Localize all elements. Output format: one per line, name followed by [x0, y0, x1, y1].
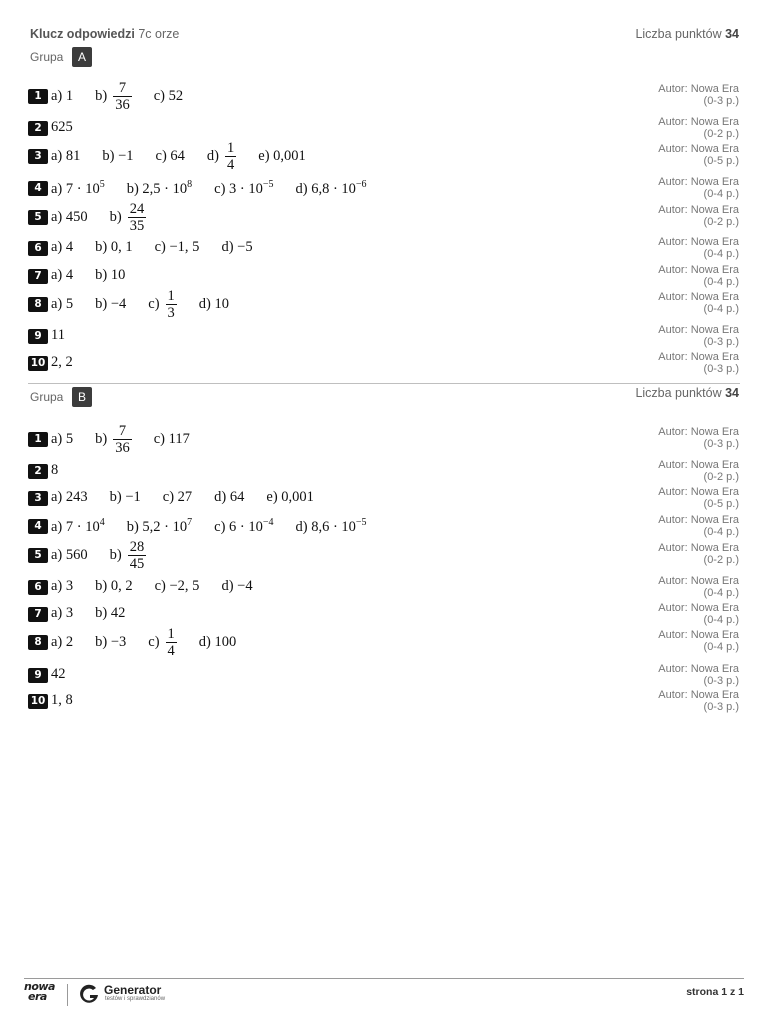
page-number: strona 1 z 1	[686, 986, 744, 998]
total-points-value: 34	[725, 27, 739, 41]
answer-text: b) −1	[102, 148, 134, 164]
task-answer	[51, 462, 58, 479]
task-author: Autor: Nowa Era	[658, 426, 739, 438]
answer-exponent: −5	[262, 179, 274, 190]
answer-part	[214, 489, 244, 506]
fraction	[113, 423, 132, 456]
task-answer	[51, 489, 314, 506]
task-author: Autor: Nowa Era	[658, 116, 739, 128]
task-number: 10	[28, 356, 48, 371]
task-points: (0-3 p.)	[703, 675, 739, 687]
task-points: (0-5 p.)	[703, 155, 739, 167]
task-number: 2	[28, 464, 48, 479]
task-author: Autor: Nowa Era	[658, 83, 739, 95]
group-b-points	[635, 386, 739, 400]
answer-part	[51, 209, 88, 226]
task-number: 7	[28, 607, 48, 622]
task-meta	[658, 143, 739, 167]
answer-text: c) 64	[155, 148, 185, 164]
generator-logo-text: Generator	[104, 983, 162, 997]
footer-logo-separator	[67, 984, 68, 1006]
nowa-era-logo-bottom: era	[28, 990, 47, 1003]
answer-text: 11	[51, 327, 65, 344]
answer-part	[51, 179, 105, 198]
task-points: (0-4 p.)	[703, 614, 739, 626]
generator-logo-icon	[77, 982, 101, 1006]
answer-part	[148, 288, 177, 321]
answer-text: b) 0, 1	[95, 239, 133, 256]
task-meta	[658, 426, 739, 450]
answer-part	[214, 517, 273, 536]
task-row	[28, 351, 739, 384]
answer-part	[199, 296, 229, 313]
task-meta	[658, 204, 739, 228]
task-answer	[51, 517, 367, 536]
task-answer	[51, 267, 125, 284]
fraction	[225, 140, 236, 173]
answer-part	[110, 539, 147, 572]
task-author: Autor: Nowa Era	[658, 629, 739, 641]
task-author: Autor: Nowa Era	[658, 575, 739, 587]
task-meta	[658, 324, 739, 348]
task-answer	[51, 239, 253, 256]
task-author: Autor: Nowa Era	[658, 663, 739, 675]
answer-text: c) 6 · 10	[214, 519, 263, 535]
document-title-block	[30, 27, 179, 41]
answer-text: b) 42	[95, 605, 126, 622]
task-number: 1	[28, 89, 48, 104]
task-meta	[658, 83, 739, 107]
task-points: (0-3 p.)	[703, 336, 739, 348]
task-number: 5	[28, 210, 48, 225]
answer-part	[51, 354, 73, 371]
task-points: (0-4 p.)	[703, 248, 739, 260]
task-author: Autor: Nowa Era	[658, 542, 739, 554]
group-points-value: 34	[725, 386, 739, 400]
fraction	[128, 201, 147, 234]
answer-part	[51, 517, 105, 536]
task-meta	[658, 514, 739, 538]
answer-part	[95, 239, 132, 256]
group-divider	[28, 383, 740, 384]
answer-text: b) 2,5 · 10	[126, 181, 188, 197]
task-author: Autor: Nowa Era	[658, 264, 739, 276]
generator-logo-subtitle: testów i sprawdzianów	[105, 996, 166, 1002]
task-meta	[658, 629, 739, 653]
answer-text: c) 52	[153, 88, 184, 104]
task-answer	[51, 288, 229, 321]
answer-part	[95, 267, 125, 284]
task-meta	[658, 542, 739, 566]
task-points: (0-5 p.)	[703, 498, 739, 510]
task-meta	[658, 291, 739, 315]
answer-part	[51, 547, 88, 564]
task-points: (0-3 p.)	[703, 363, 739, 375]
fraction	[166, 288, 177, 321]
task-author: Autor: Nowa Era	[658, 143, 739, 155]
answer-text: d) 100	[198, 634, 237, 650]
answer-text: d) 8,6 · 10	[295, 519, 356, 535]
answer-part	[51, 431, 73, 448]
task-points: (0-4 p.)	[703, 587, 739, 599]
answer-part	[127, 517, 192, 536]
answer-part	[296, 517, 367, 536]
answer-text: c)	[148, 633, 160, 650]
answer-text: a) 1	[51, 88, 74, 104]
task-row	[28, 288, 739, 324]
task-number: 8	[28, 635, 48, 650]
task-author: Autor: Nowa Era	[658, 291, 739, 303]
task-row	[28, 201, 739, 237]
answer-part	[95, 605, 125, 622]
answer-part	[51, 634, 73, 651]
task-answer	[51, 692, 73, 709]
group-badge: B	[72, 387, 92, 407]
task-number: 3	[28, 149, 48, 164]
answer-text: a) 560	[51, 547, 88, 563]
answer-text: b)	[95, 430, 108, 447]
task-number: 6	[28, 580, 48, 595]
answer-part	[95, 578, 132, 595]
answer-part	[163, 489, 192, 506]
answer-text: c) 117	[153, 431, 190, 447]
answer-text: a) 5	[51, 431, 74, 447]
answer-text: a) 4	[51, 267, 74, 284]
answer-part	[51, 666, 66, 683]
task-author: Autor: Nowa Era	[658, 324, 739, 336]
answer-part	[154, 88, 183, 105]
fraction-denominator: 3	[167, 305, 175, 321]
task-row	[28, 486, 739, 519]
task-answer	[51, 119, 73, 136]
answer-text: 8	[51, 462, 59, 479]
answer-part	[95, 634, 126, 651]
group-label: Grupa	[30, 390, 64, 404]
answer-text: a) 81	[51, 148, 81, 164]
answer-part	[51, 88, 73, 105]
answer-text: b)	[109, 208, 122, 225]
task-number: 4	[28, 519, 48, 534]
fraction-numerator: 28	[129, 539, 145, 555]
task-row	[28, 423, 739, 459]
answer-part	[110, 201, 147, 234]
answer-text: b) 5,2 · 10	[126, 519, 188, 535]
task-meta	[658, 264, 739, 288]
answer-part	[258, 148, 306, 165]
task-number: 2	[28, 121, 48, 136]
task-points: (0-3 p.)	[703, 438, 739, 450]
fraction-denominator: 4	[227, 157, 235, 173]
answer-exponent: −6	[355, 179, 367, 190]
task-answer	[51, 539, 146, 572]
answer-text: 1, 8	[51, 692, 73, 709]
answer-part	[221, 239, 252, 256]
task-answer	[51, 140, 306, 173]
answer-text: d) 6,8 · 10	[295, 181, 356, 197]
answer-text: a) 3	[51, 578, 74, 595]
group-points-label: Liczba punktów	[635, 386, 722, 400]
task-number: 1	[28, 432, 48, 447]
task-number: 9	[28, 329, 48, 344]
answer-part	[296, 179, 367, 198]
fraction	[166, 626, 177, 659]
answer-part	[155, 239, 200, 256]
footer-divider	[24, 978, 744, 979]
answer-part	[95, 80, 132, 113]
answer-part	[51, 239, 73, 256]
task-number: 4	[28, 181, 48, 196]
answer-text: a) 450	[51, 209, 88, 225]
answer-part	[110, 489, 141, 506]
task-row	[28, 689, 739, 722]
answer-part	[51, 267, 73, 284]
answer-part	[95, 296, 126, 313]
task-points: (0-2 p.)	[703, 471, 739, 483]
answer-part	[221, 578, 252, 595]
task-points: (0-4 p.)	[703, 303, 739, 315]
task-meta	[658, 486, 739, 510]
task-answer	[51, 666, 66, 683]
answer-text: d) −4	[221, 578, 253, 595]
answer-part	[51, 462, 58, 479]
task-meta	[658, 663, 739, 687]
answer-part	[154, 431, 190, 448]
answer-part	[156, 148, 185, 165]
answer-part	[51, 119, 73, 136]
answer-exponent: −5	[355, 517, 367, 528]
task-author: Autor: Nowa Era	[658, 204, 739, 216]
answer-text: c) 3 · 10	[214, 181, 263, 197]
answer-part	[51, 692, 73, 709]
answer-part	[199, 634, 236, 651]
answer-text: c) −2, 5	[154, 578, 200, 595]
task-answer	[51, 626, 236, 659]
answer-exponent: 5	[99, 179, 105, 190]
answer-text: c) 27	[162, 489, 193, 506]
answer-part	[51, 578, 73, 595]
task-number: 5	[28, 548, 48, 563]
task-answer	[51, 201, 146, 234]
fraction-numerator: 1	[167, 288, 175, 304]
total-points	[635, 27, 739, 41]
task-meta	[658, 116, 739, 140]
task-author: Autor: Nowa Era	[658, 689, 739, 701]
answer-text: a) 5	[51, 296, 74, 312]
answer-part	[51, 296, 73, 313]
answer-part	[51, 605, 73, 622]
task-answer	[51, 605, 125, 622]
answer-part	[51, 148, 80, 165]
answer-text: c) −1, 5	[154, 239, 200, 256]
fraction-denominator: 36	[115, 440, 130, 456]
answer-text: e) 0,001	[266, 489, 314, 506]
task-author: Autor: Nowa Era	[658, 459, 739, 471]
document-title: Klucz odpowiedzi	[30, 27, 135, 41]
task-row	[28, 459, 739, 492]
answer-part	[102, 148, 133, 165]
nowa-era-logo	[24, 982, 60, 1010]
answer-text: 42	[51, 666, 66, 683]
task-points: (0-3 p.)	[703, 701, 739, 713]
answer-text: b) 0, 2	[95, 578, 133, 595]
answer-part	[266, 489, 314, 506]
task-row	[28, 539, 739, 575]
answer-text: a) 2	[51, 634, 74, 650]
task-meta	[658, 176, 739, 200]
answer-text: d) 10	[198, 296, 230, 312]
group-badge: A	[72, 47, 92, 67]
answer-part	[51, 327, 65, 344]
task-points: (0-4 p.)	[703, 641, 739, 653]
task-meta	[658, 459, 739, 483]
answer-exponent: 8	[187, 179, 193, 190]
answer-part	[95, 423, 132, 456]
task-row	[28, 324, 739, 357]
fraction-denominator: 35	[129, 218, 145, 234]
answer-text: b)	[95, 87, 108, 104]
task-author: Autor: Nowa Era	[658, 176, 739, 188]
task-answer	[51, 578, 253, 595]
task-number: 9	[28, 668, 48, 683]
task-points: (0-4 p.)	[703, 276, 739, 288]
answer-text: b)	[109, 546, 122, 563]
answer-text: a) 7 · 10	[51, 181, 100, 197]
task-author: Autor: Nowa Era	[658, 602, 739, 614]
fraction-numerator: 7	[118, 423, 127, 439]
task-points: (0-4 p.)	[703, 188, 739, 200]
fraction-denominator: 45	[129, 556, 145, 572]
total-points-label: Liczba punktów	[635, 27, 722, 41]
task-author: Autor: Nowa Era	[658, 486, 739, 498]
fraction-numerator: 1	[227, 140, 235, 156]
task-answer	[51, 354, 73, 371]
task-number: 7	[28, 269, 48, 284]
fraction-numerator: 1	[167, 626, 175, 642]
answer-text: b) −1	[109, 489, 141, 506]
fraction-denominator: 36	[115, 97, 130, 113]
task-row	[28, 236, 739, 269]
task-row	[28, 626, 739, 662]
task-points: (0-3 p.)	[703, 95, 739, 107]
task-points: (0-2 p.)	[703, 128, 739, 140]
task-number: 8	[28, 297, 48, 312]
nowa-era-logo-top: nowa	[24, 980, 55, 993]
answer-part	[155, 578, 200, 595]
answer-exponent: 7	[187, 517, 193, 528]
task-author: Autor: Nowa Era	[658, 514, 739, 526]
task-meta	[658, 236, 739, 260]
answer-exponent: −4	[262, 517, 274, 528]
fraction-numerator: 7	[118, 80, 127, 96]
answer-part	[127, 179, 192, 198]
answer-text: b) −3	[95, 634, 127, 650]
answer-text: a) 7 · 10	[51, 519, 100, 535]
task-row	[28, 140, 739, 176]
answer-text: b) 10	[95, 267, 126, 284]
answer-text: a) 243	[51, 489, 88, 506]
task-points: (0-2 p.)	[703, 216, 739, 228]
task-number: 3	[28, 491, 48, 506]
fraction-denominator: 4	[167, 643, 175, 659]
task-row	[28, 575, 739, 608]
answer-part	[207, 140, 236, 173]
task-meta	[658, 575, 739, 599]
task-meta	[658, 689, 739, 713]
answer-text: d)	[206, 147, 220, 164]
answer-text: e) 0,001	[258, 148, 306, 164]
task-points: (0-2 p.)	[703, 554, 739, 566]
task-answer	[51, 423, 190, 456]
answer-part	[148, 626, 177, 659]
answer-text: 625	[51, 119, 73, 136]
task-meta	[658, 602, 739, 626]
answer-text: d) −5	[221, 239, 253, 256]
document-header	[30, 27, 739, 43]
task-answer	[51, 179, 367, 198]
answer-text: a) 3	[51, 605, 74, 622]
answer-text: a) 4	[51, 239, 74, 256]
fraction	[128, 539, 147, 572]
group-label: Grupa	[30, 50, 64, 64]
answer-text: c)	[148, 295, 160, 312]
answer-text: 2, 2	[51, 354, 73, 371]
task-points: (0-4 p.)	[703, 526, 739, 538]
fraction-numerator: 24	[129, 201, 145, 217]
answer-text: b) −4	[95, 296, 127, 312]
fraction	[113, 80, 132, 113]
document-subtitle: 7c orze	[138, 27, 180, 41]
task-meta	[658, 351, 739, 375]
task-row	[28, 80, 739, 116]
task-author: Autor: Nowa Era	[658, 236, 739, 248]
task-number: 6	[28, 241, 48, 256]
task-author: Autor: Nowa Era	[658, 351, 739, 363]
answer-text: d) 64	[214, 489, 245, 506]
task-answer	[51, 80, 183, 113]
task-number: 10	[28, 694, 48, 709]
answer-part	[214, 179, 273, 198]
task-answer	[51, 327, 65, 344]
answer-part	[51, 489, 88, 506]
answer-exponent: 4	[99, 517, 105, 528]
